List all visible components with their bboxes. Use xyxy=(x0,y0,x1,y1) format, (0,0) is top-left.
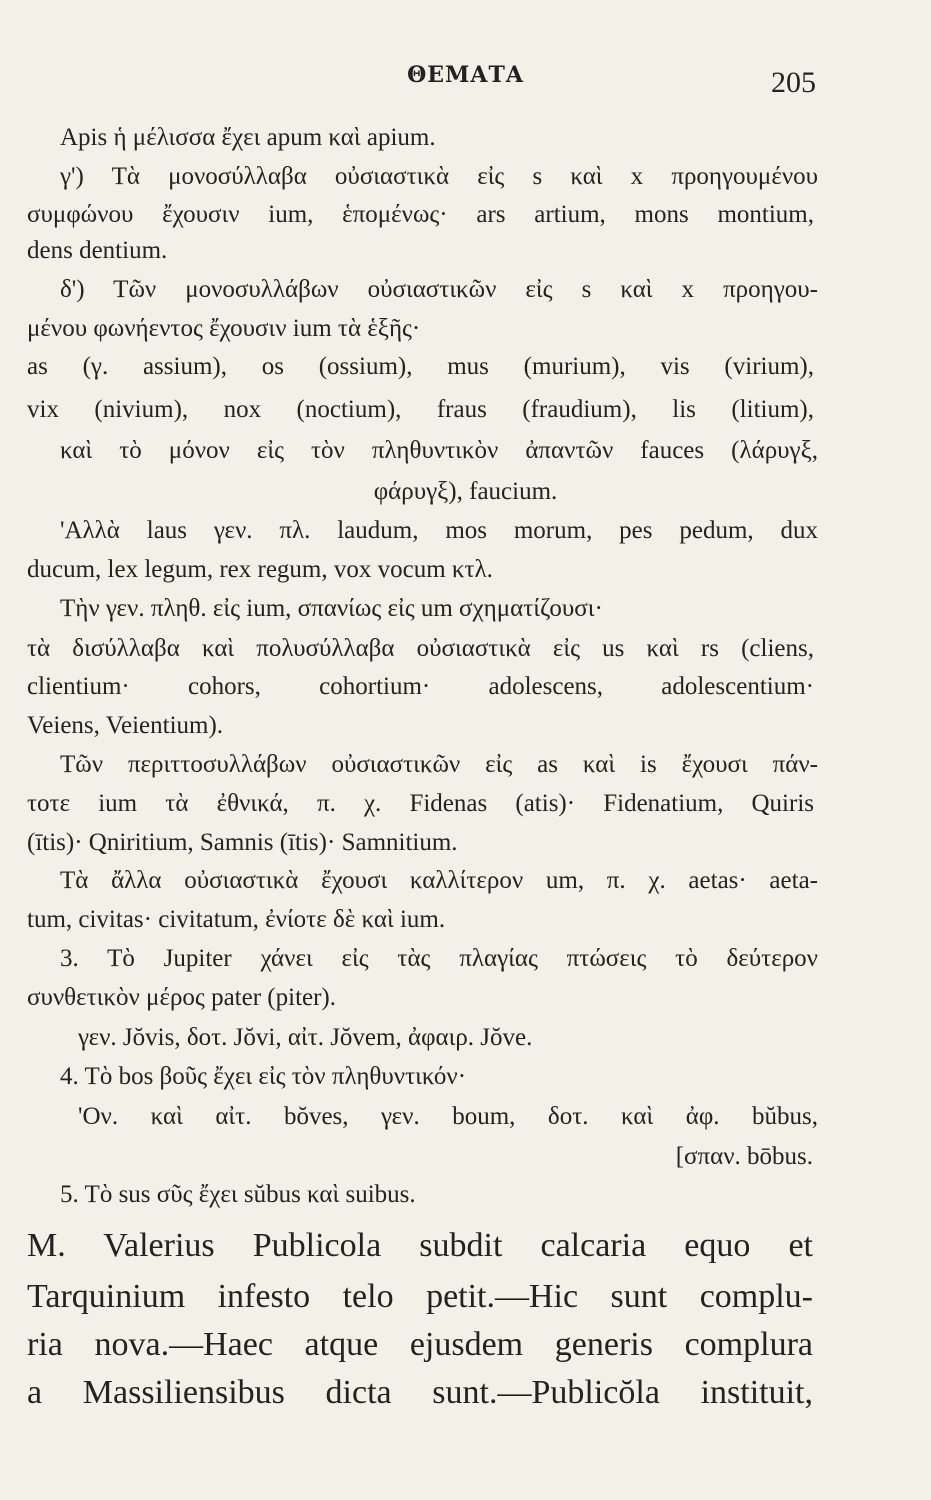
text-line: Τὰ ἄλλα οὐσιαστικὰ ἔχουσι καλλίτερον um, π. χ. aetas· aeta- xyxy=(60,867,818,894)
text-line: 'Αλλὰ laus γεν. πλ. laudum, mos morum, pes pedum, dux xyxy=(60,517,818,544)
text-line: 'Ον. καὶ αἰτ. bŏves, γεν. boum, δοτ. καὶ ἀφ. bŭbus, xyxy=(78,1103,818,1130)
text-line: vix (nivium), nox (noctium), fraus (fraudium), lis (litium), xyxy=(27,396,814,423)
page-number: 205 xyxy=(771,66,816,99)
text-line: φάρυγξ), faucium. xyxy=(373,478,558,505)
text-line: γεν. Jŏvis, δοτ. Jŏvi, αἰτ. Jŏvem, ἀφαιρ. Jŏve. xyxy=(78,1024,533,1051)
text-line: (ītis)· Qniritium, Samnis (ītis)· Samnitium. xyxy=(27,829,458,856)
latin-example-line: M. Valerius Publicola subdit calcaria equo et xyxy=(27,1227,813,1264)
text-line: [σπαν. bōbus. xyxy=(675,1143,813,1170)
text-line: Veiens, Veientium). xyxy=(27,712,224,739)
text-line: Apis ἡ μέλισσα ἔχει apum καὶ apium. xyxy=(60,124,436,151)
text-line: συνθετικὸν μέρος pater (piter). xyxy=(27,984,337,1011)
running-header-title: ΘΕΜΑΤΑ xyxy=(407,62,524,88)
text-line: 5. Τὸ sus σῦς ἔχει sŭbus καὶ suibus. xyxy=(60,1181,416,1208)
text-line: μένου φωνήεντος ἔχουσιν ium τὰ ἑξῆς· xyxy=(27,315,421,342)
text-line: συμφώνου ἔχουσιν ium, ἑπομένως· ars artium, mons montium, xyxy=(27,201,814,228)
text-line: tum, civitas· civitatum, ἐνίοτε δὲ καὶ ium. xyxy=(27,906,446,933)
text-line: Τῶν περιττοσυλλάβων οὐσιαστικῶν εἰς as καὶ is ἔχουσι πάν- xyxy=(60,751,818,778)
text-line: dens dentium. xyxy=(27,237,168,264)
text-line: 3. Τὸ Jupiter χάνει εἰς τὰς πλαγίας πτώσεις τὸ δεύτερον xyxy=(60,945,818,972)
text-line: τοτε ium τὰ ἐθνικά, π. χ. Fidenas (atis)· Fidenatium, Quiris xyxy=(27,790,814,817)
text-line: Τὴν γεν. πληθ. εἰς ium, σπανίως εἰς um σχηματίζουσι· xyxy=(60,595,603,622)
text-line: ducum, lex legum, rex regum, vox vocum κτλ. xyxy=(27,556,493,583)
text-line: τὰ δισύλλαβα καὶ πολυσύλλαβα οὐσιαστικὰ εἰς us καὶ rs (cliens, xyxy=(27,635,814,662)
text-line: δ') Τῶν μονοσυλλάβων οὐσιαστικῶν εἰς s καὶ x προηγου- xyxy=(60,276,818,303)
latin-example-line: ria nova.—Haec atque ejusdem generis complura xyxy=(27,1326,813,1363)
text-line: 4. Τὸ bos βοῦς ἔχει εἰς τὸν πληθυντικόν· xyxy=(60,1063,467,1090)
latin-example-line: a Massiliensibus dicta sunt.—Publicŏla instituit, xyxy=(27,1374,813,1411)
text-line: γ') Τὰ μονοσύλλαβα οὐσιαστικὰ εἰς s καὶ x προηγουμένου xyxy=(60,163,818,190)
latin-example-line: Tarquinium infesto telo petit.—Hic sunt complu- xyxy=(27,1278,813,1315)
text-line: καὶ τὸ μόνον εἰς τὸν πληθυντικὸν ἀπαντῶν fauces (λάρυγξ, xyxy=(60,437,818,464)
text-line: clientium· cohors, cohortium· adolescens, adolescentium· xyxy=(27,673,814,700)
text-line: as (γ. assium), os (ossium), mus (murium), vis (virium), xyxy=(27,353,814,380)
